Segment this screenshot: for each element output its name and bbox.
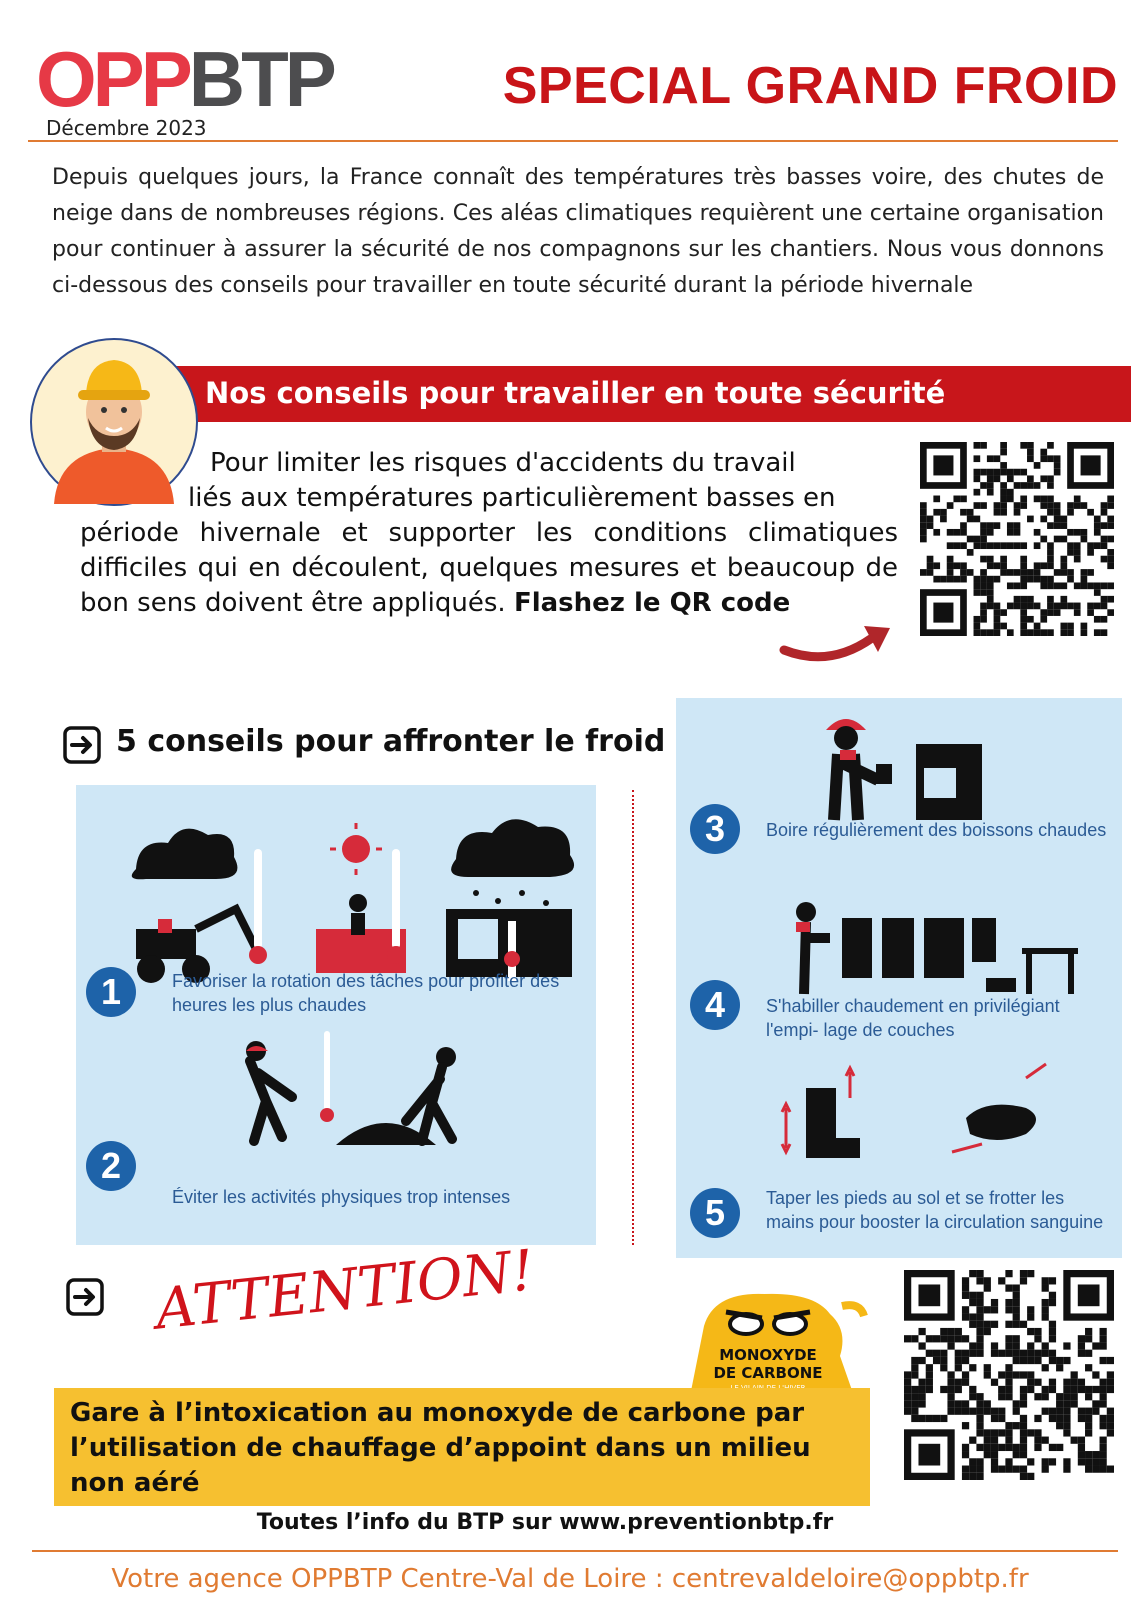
page-title: SPECIAL GRAND FROID <box>502 57 1118 115</box>
curved-arrow-icon <box>780 620 895 670</box>
advice-cta: Flashez le QR code <box>513 588 791 618</box>
advice-line-2: liés aux températures particulièrement basses en <box>188 483 836 513</box>
intro-paragraph: Depuis quelques jours, la France connaît des températures très basses voire, des chutes de neige dans de nombreuses régions. Ces aléas climatiques requièrent une certaine organisation pour continuer à assurer la sécurité de nos compagnons sur les chantiers. Nous vous donnons ci-dessous des conseils pour travailler en toute sécurité durant la période hivernale <box>52 165 1104 298</box>
step-4-badge: 4 <box>690 980 740 1030</box>
attention-handwritten-label <box>150 1238 538 1343</box>
footer-divider <box>32 1550 1118 1552</box>
circulation-illustration-icon <box>776 1068 1076 1178</box>
attention-text: ATTENTION! <box>152 1238 538 1343</box>
qr-code-icon[interactable] <box>920 442 1114 636</box>
website-line: Toutes l’info du BTP sur www.preventionbtp.fr <box>256 1510 834 1535</box>
step-1-text: Favoriser la rotation des tâches pour profiter des heures les plus chaudes <box>172 971 560 1015</box>
step-2-text: Éviter les activités physiques trop intenses <box>172 1187 511 1207</box>
mascot-line-2: DE CARBONE <box>713 1364 823 1382</box>
monoxyde-mascot-icon <box>664 1286 870 1396</box>
oppbtp-logo <box>36 35 333 123</box>
arrow-right-box-icon <box>66 1278 104 1316</box>
step-2-badge: 2 <box>86 1141 136 1191</box>
step-1-badge: 1 <box>86 967 136 1017</box>
logo-opp: OPP <box>36 35 189 123</box>
header-divider <box>28 140 1118 142</box>
conseils-panel-right <box>676 698 1122 1258</box>
step-3-badge: 3 <box>690 804 740 854</box>
qr-code-icon[interactable] <box>904 1270 1114 1480</box>
hot-drink-illustration-icon <box>806 704 1006 824</box>
step-5-text: Taper les pieds au sol et se frotter les mains pour booster la circulation sanguine <box>766 1188 1104 1232</box>
footer-contact: Votre agence OPPBTP Centre-Val de Loire : centrevaldeloire@oppbtp.fr <box>111 1564 1029 1594</box>
warning-text: Gare à l’intoxication au monoxyde de carbone par l’utilisation de chauffage d’appoint dans un milieu non aéré <box>70 1398 811 1498</box>
panel-divider <box>632 790 634 1245</box>
section-banner-title: Nos conseils pour travailler en toute sécurité <box>205 376 946 410</box>
step-5-badge: 5 <box>690 1188 740 1238</box>
conseils-panel-left <box>76 785 596 1245</box>
advice-rest: période hivernale et supporter les conditions climatiques difficiles qui en découlent, quelques mesures et beaucoup de bon sens doivent être appliqués. <box>80 518 898 618</box>
advice-line-1: Pour limiter les risques d'accidents du travail <box>210 448 796 478</box>
layered-clothing-illustration-icon <box>786 898 1086 998</box>
advice-paragraph <box>80 446 898 621</box>
step-3-text: Boire régulièrement des boissons chaudes <box>766 820 1107 840</box>
conseils-title: 5 conseils pour affronter le froid <box>116 724 666 759</box>
physical-effort-illustration-icon <box>196 1021 496 1151</box>
mascot-line-1: MONOXYDE <box>719 1346 817 1364</box>
advice-body <box>80 516 898 621</box>
arrow-right-box-icon <box>63 726 101 764</box>
step-4-text: S'habiller chaudement en privilégiant l'empi- lage de couches <box>766 996 1060 1040</box>
issue-date: Décembre 2023 <box>46 116 207 140</box>
logo-btp: BTP <box>188 35 333 123</box>
